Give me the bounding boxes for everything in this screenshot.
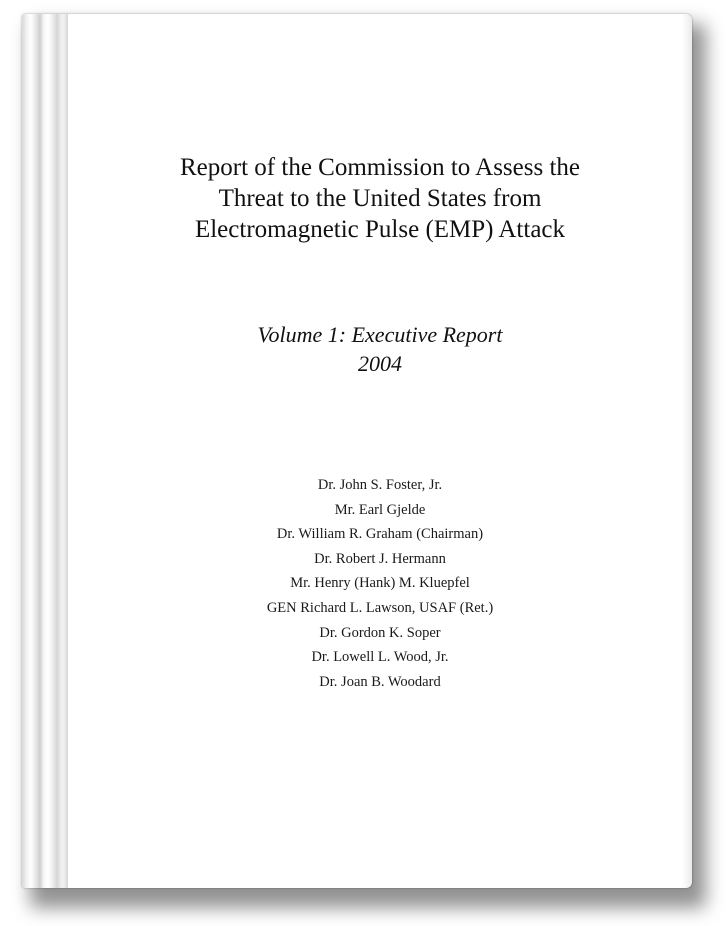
book-spine: [22, 14, 66, 888]
title-line: Electromagnetic Pulse (EMP) Attack: [194, 216, 566, 243]
commissioner-name: Dr. Lowell L. Wood, Jr.: [311, 649, 449, 666]
commissioner-name: Dr. John S. Foster, Jr.: [317, 477, 443, 493]
commissioner-name: Dr. Joan B. Woodard: [319, 673, 441, 690]
book-cover: [22, 14, 692, 888]
page-edge-shading: [682, 14, 692, 888]
spine-edge: [66, 14, 68, 888]
commissioner-name: Dr. Gordon K. Soper: [319, 624, 441, 641]
commissioner-name: Dr. William R. Graham (Chairman): [276, 526, 484, 543]
report-title: [68, 152, 692, 245]
commissioner-list: [68, 473, 692, 694]
report-year: 2004: [358, 351, 402, 376]
title-line: Report of the Commission to Assess the: [180, 154, 580, 181]
commissioner-name: Dr. Robert J. Hermann: [314, 550, 446, 567]
commissioner-name: GEN Richard L. Lawson, USAF (Ret.): [266, 599, 494, 616]
volume-label: Volume 1: Executive Report: [257, 322, 503, 347]
volume-block: [68, 320, 692, 378]
commissioner-name: Mr. Earl Gjelde: [334, 501, 426, 518]
title-line: Threat to the United States from: [218, 185, 542, 212]
commissioner-name: Mr. Henry (Hank) M. Kluepfel: [290, 575, 470, 592]
